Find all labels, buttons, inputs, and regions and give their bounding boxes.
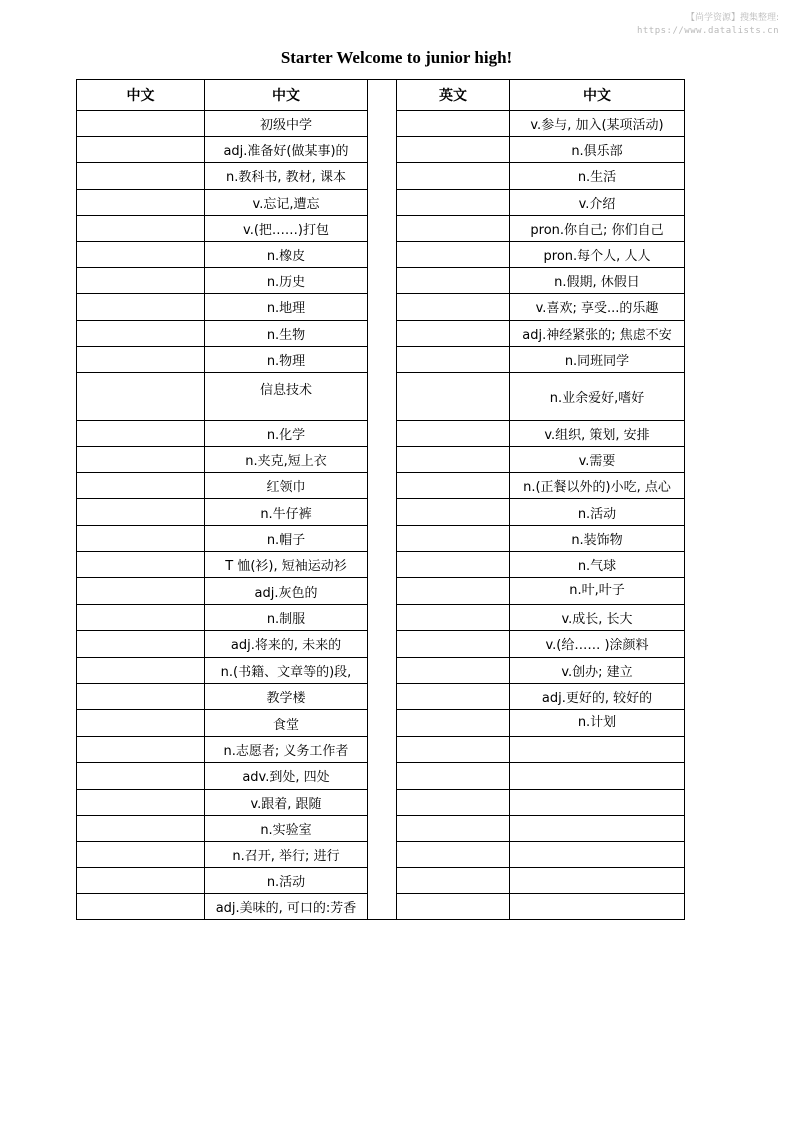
english-word-blank: [397, 815, 510, 841]
column-gap: [368, 80, 397, 111]
english-word-blank: [397, 709, 510, 736]
english-word-blank: [77, 709, 205, 736]
chinese-meaning: n.实验室: [205, 815, 368, 841]
english-word-blank: [77, 111, 205, 137]
table-row: [77, 868, 685, 894]
english-word-blank: [397, 447, 510, 473]
column-gap: [368, 841, 397, 867]
english-word-blank: [77, 447, 205, 473]
chinese-meaning: adj.灰色的: [205, 578, 368, 605]
table-row: [77, 163, 685, 189]
english-word-blank: [77, 499, 205, 525]
chinese-meaning: v.成长, 长大: [510, 605, 685, 631]
english-word-blank: [77, 346, 205, 372]
chinese-meaning: n.生活: [510, 163, 685, 189]
table-row: [77, 111, 685, 137]
table-row: [77, 372, 685, 420]
english-word-blank: [397, 605, 510, 631]
english-word-blank: [77, 894, 205, 920]
column-gap: [368, 137, 397, 163]
english-word-blank: [397, 346, 510, 372]
english-word-blank: [77, 657, 205, 683]
column-gap: [368, 294, 397, 320]
column-gap: [368, 189, 397, 215]
table-row: [77, 605, 685, 631]
table-row: [77, 631, 685, 657]
chinese-meaning: n.装饰物: [510, 525, 685, 551]
chinese-meaning: n.(书籍、文章等的)段,: [205, 657, 368, 683]
english-word-blank: [77, 578, 205, 605]
english-word-blank: [397, 268, 510, 294]
english-word-blank: [397, 137, 510, 163]
english-word-blank: [397, 215, 510, 241]
english-word-blank: [77, 241, 205, 267]
chinese-meaning: v.(给…… )涂颜料: [510, 631, 685, 657]
table-row: [77, 447, 685, 473]
chinese-meaning: pron.每个人, 人人: [510, 241, 685, 267]
chinese-meaning: n.牛仔裤: [205, 499, 368, 525]
table-row: [77, 551, 685, 577]
chinese-meaning: n.活动: [510, 499, 685, 525]
chinese-meaning: adj.将来的, 未来的: [205, 631, 368, 657]
english-word-blank: [77, 605, 205, 631]
chinese-meaning: n.叶,叶子: [510, 578, 685, 605]
english-word-blank: [397, 294, 510, 320]
table-row: [77, 525, 685, 551]
english-word-blank: [397, 320, 510, 346]
vocab-table: [76, 79, 685, 920]
table-row: [77, 683, 685, 709]
english-word-blank: [77, 683, 205, 709]
english-word-blank: [397, 868, 510, 894]
chinese-meaning: [510, 841, 685, 867]
table-row: [77, 215, 685, 241]
table-row: [77, 137, 685, 163]
chinese-meaning: v.跟着, 跟随: [205, 789, 368, 815]
english-word-blank: [397, 241, 510, 267]
table-row: [77, 473, 685, 499]
chinese-meaning: v.需要: [510, 447, 685, 473]
chinese-meaning: n.(正餐以外的)小吃, 点心: [510, 473, 685, 499]
chinese-meaning: n.夹克,短上衣: [205, 447, 368, 473]
chinese-meaning: n.橡皮: [205, 241, 368, 267]
chinese-meaning: [510, 815, 685, 841]
chinese-meaning: n.气球: [510, 551, 685, 577]
chinese-meaning: adj.美味的, 可口的:芳香: [205, 894, 368, 920]
chinese-meaning: v.参与, 加入(某项活动): [510, 111, 685, 137]
watermark-source: 【尚学资源】搜集整理:: [685, 13, 779, 23]
english-word-blank: [77, 737, 205, 763]
column-gap: [368, 499, 397, 525]
chinese-meaning: [510, 789, 685, 815]
table-row: [77, 268, 685, 294]
english-word-blank: [77, 525, 205, 551]
column-gap: [368, 420, 397, 446]
english-word-blank: [77, 868, 205, 894]
table-row: [77, 578, 685, 605]
chinese-meaning: adv.到处, 四处: [205, 763, 368, 789]
chinese-meaning: v.(把……)打包: [205, 215, 368, 241]
column-gap: [368, 241, 397, 267]
column-gap: [368, 894, 397, 920]
english-word-blank: [77, 372, 205, 420]
english-word-blank: [397, 737, 510, 763]
english-word-blank: [77, 163, 205, 189]
chinese-meaning: 教学楼: [205, 683, 368, 709]
chinese-meaning: n.活动: [205, 868, 368, 894]
table-row: [77, 657, 685, 683]
column-gap: [368, 268, 397, 294]
table-row: [77, 815, 685, 841]
english-word-blank: [77, 815, 205, 841]
column-gap: [368, 737, 397, 763]
table-row: [77, 420, 685, 446]
table-row: [77, 709, 685, 736]
column-gap: [368, 473, 397, 499]
chinese-meaning: n.地理: [205, 294, 368, 320]
table-row: [77, 841, 685, 867]
column-gap: [368, 525, 397, 551]
header-right-word: 英文: [397, 80, 510, 111]
column-gap: [368, 709, 397, 736]
chinese-meaning: n.同班同学: [510, 346, 685, 372]
header-row: [77, 80, 685, 111]
english-word-blank: [77, 841, 205, 867]
chinese-meaning: n.假期, 休假日: [510, 268, 685, 294]
chinese-meaning: 信息技术: [205, 372, 368, 420]
table-row: [77, 737, 685, 763]
english-word-blank: [397, 525, 510, 551]
english-word-blank: [77, 294, 205, 320]
vocab-body: [77, 111, 685, 920]
english-word-blank: [397, 763, 510, 789]
column-gap: [368, 631, 397, 657]
english-word-blank: [397, 657, 510, 683]
table-row: [77, 499, 685, 525]
watermark: [637, 12, 779, 38]
chinese-meaning: v.喜欢; 享受...的乐趣: [510, 294, 685, 320]
column-gap: [368, 163, 397, 189]
chinese-meaning: n.生物: [205, 320, 368, 346]
table-row: [77, 320, 685, 346]
chinese-meaning: [510, 894, 685, 920]
column-gap: [368, 683, 397, 709]
table-row: [77, 894, 685, 920]
english-word-blank: [397, 473, 510, 499]
chinese-meaning: 红领巾: [205, 473, 368, 499]
column-gap: [368, 578, 397, 605]
column-gap: [368, 868, 397, 894]
english-word-blank: [77, 215, 205, 241]
english-word-blank: [77, 137, 205, 163]
column-gap: [368, 551, 397, 577]
english-word-blank: [397, 578, 510, 605]
chinese-meaning: 初级中学: [205, 111, 368, 137]
english-word-blank: [77, 763, 205, 789]
chinese-meaning: adj.更好的, 较好的: [510, 683, 685, 709]
english-word-blank: [77, 268, 205, 294]
chinese-meaning: adj.神经紧张的; 焦虑不安: [510, 320, 685, 346]
table-row: [77, 294, 685, 320]
english-word-blank: [397, 499, 510, 525]
header-left-meaning: 中文: [205, 80, 368, 111]
table-row: [77, 241, 685, 267]
english-word-blank: [397, 372, 510, 420]
english-word-blank: [397, 789, 510, 815]
watermark-url: https://www.datalists.cn: [636, 26, 779, 36]
chinese-meaning: [510, 737, 685, 763]
chinese-meaning: n.历史: [205, 268, 368, 294]
english-word-blank: [397, 551, 510, 577]
chinese-meaning: v.组织, 策划, 安排: [510, 420, 685, 446]
english-word-blank: [77, 789, 205, 815]
table-row: [77, 789, 685, 815]
column-gap: [368, 215, 397, 241]
english-word-blank: [397, 631, 510, 657]
chinese-meaning: n.业余爱好,嗜好: [510, 372, 685, 420]
chinese-meaning: n.物理: [205, 346, 368, 372]
english-word-blank: [397, 420, 510, 446]
english-word-blank: [397, 894, 510, 920]
column-gap: [368, 111, 397, 137]
column-gap: [368, 605, 397, 631]
english-word-blank: [397, 189, 510, 215]
chinese-meaning: n.志愿者; 义务工作者: [205, 737, 368, 763]
column-gap: [368, 346, 397, 372]
table-row: [77, 346, 685, 372]
english-word-blank: [397, 111, 510, 137]
chinese-meaning: n.俱乐部: [510, 137, 685, 163]
column-gap: [368, 372, 397, 420]
column-gap: [368, 763, 397, 789]
page-title: Starter Welcome to junior high!: [280, 48, 513, 67]
header-left-word: 中文: [77, 80, 205, 111]
chinese-meaning: n.化学: [205, 420, 368, 446]
chinese-meaning: n.制服: [205, 605, 368, 631]
chinese-meaning: n.帽子: [205, 525, 368, 551]
chinese-meaning: [510, 763, 685, 789]
header-right-meaning: 中文: [510, 80, 685, 111]
table-row: [77, 189, 685, 215]
english-word-blank: [77, 551, 205, 577]
english-word-blank: [397, 841, 510, 867]
chinese-meaning: n.计划: [510, 709, 685, 736]
chinese-meaning: v.创办; 建立: [510, 657, 685, 683]
table-row: [77, 763, 685, 789]
english-word-blank: [77, 631, 205, 657]
chinese-meaning: v.介绍: [510, 189, 685, 215]
chinese-meaning: n.教科书, 教材, 课本: [205, 163, 368, 189]
column-gap: [368, 657, 397, 683]
chinese-meaning: 食堂: [205, 709, 368, 736]
chinese-meaning: adj.准备好(做某事)的: [205, 137, 368, 163]
chinese-meaning: n.召开, 举行; 进行: [205, 841, 368, 867]
column-gap: [368, 447, 397, 473]
english-word-blank: [77, 420, 205, 446]
english-word-blank: [397, 683, 510, 709]
chinese-meaning: v.忘记,遭忘: [205, 189, 368, 215]
english-word-blank: [397, 163, 510, 189]
column-gap: [368, 320, 397, 346]
english-word-blank: [77, 320, 205, 346]
column-gap: [368, 789, 397, 815]
english-word-blank: [77, 473, 205, 499]
chinese-meaning: pron.你自己; 你们自己: [510, 215, 685, 241]
column-gap: [368, 815, 397, 841]
chinese-meaning: [510, 868, 685, 894]
english-word-blank: [77, 189, 205, 215]
chinese-meaning: T 恤(衫), 短袖运动衫: [205, 551, 368, 577]
